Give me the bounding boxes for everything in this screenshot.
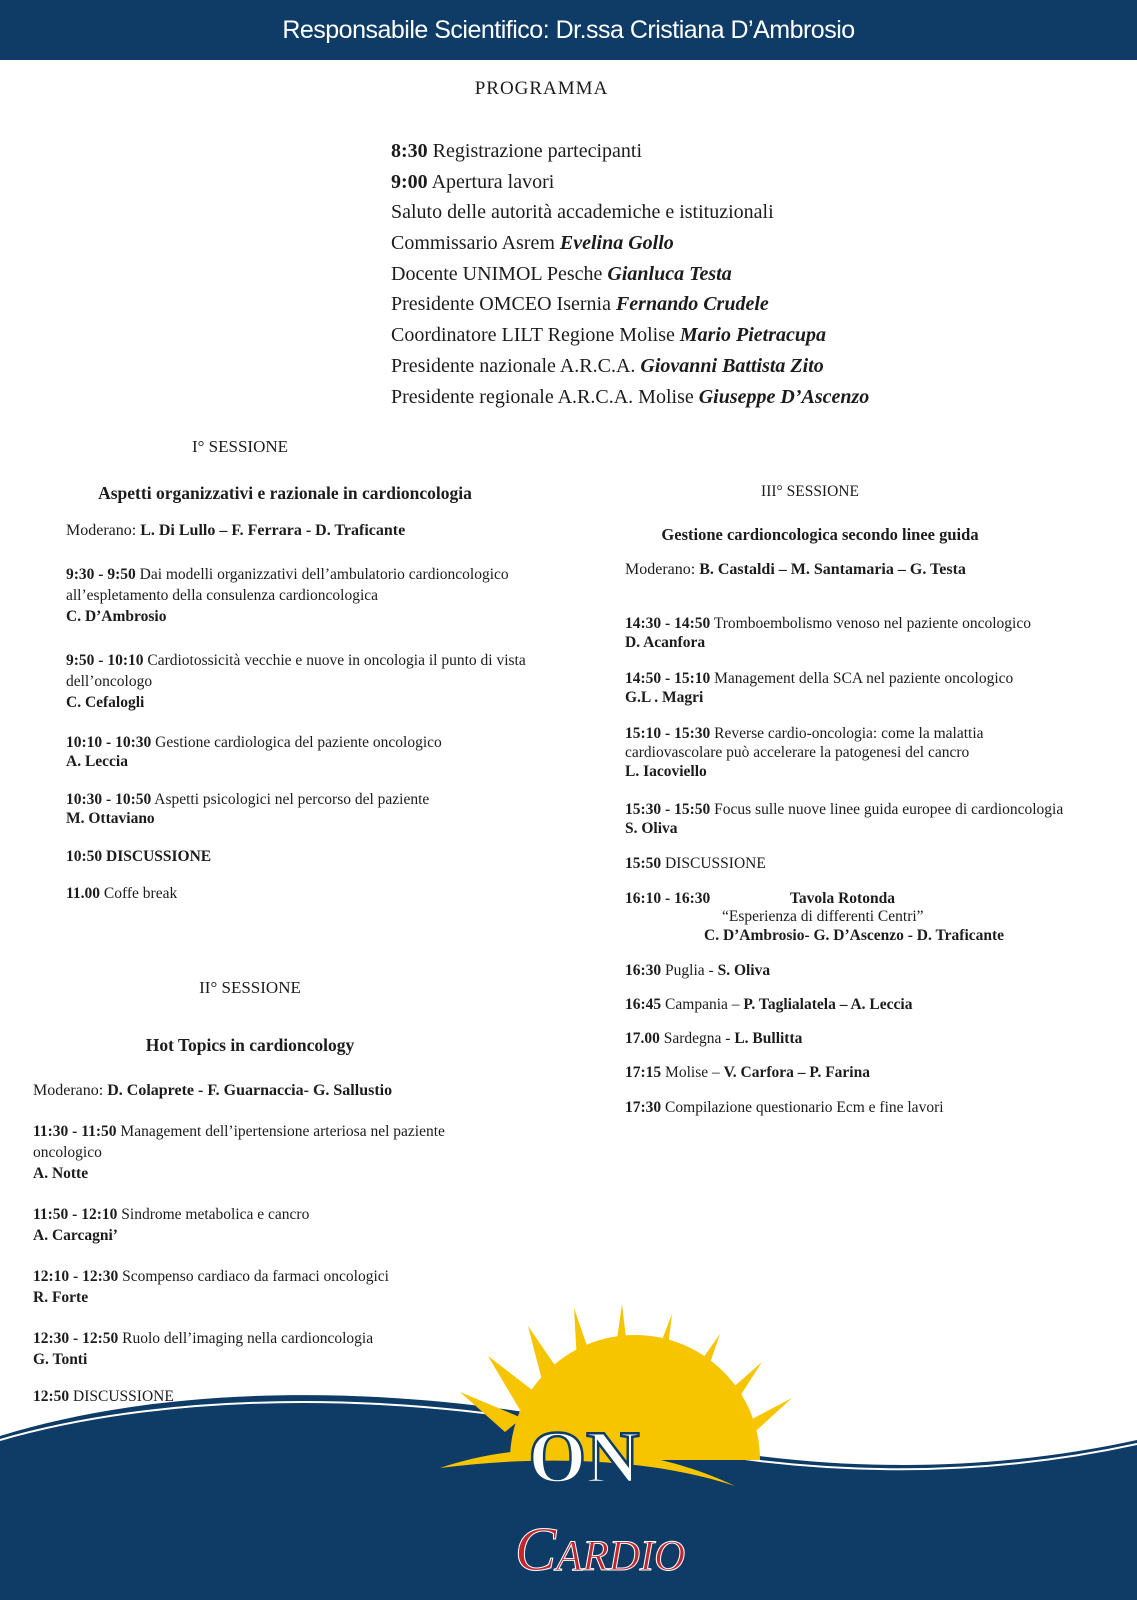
opening-line: 9:00 Apertura lavori [391, 170, 555, 193]
session2-item: 12:50 DISCUSSIONE [33, 1388, 174, 1405]
header-banner [0, 0, 1137, 60]
opening-line: Docente UNIMOL Pesche Gianluca Testa [391, 262, 732, 285]
opening-line: Presidente OMCEO Isernia Fernando Crudele [391, 293, 769, 316]
opening-line: Presidente nazionale A.R.C.A. Giovanni Battista Zito [391, 354, 824, 377]
opening-line: 8:30 Registrazione partecipanti [391, 140, 643, 162]
session1-item: 10:30 - 10:50 Aspetti psicologici nel percorso del paziente M. Ottaviano [66, 791, 430, 827]
session1-item: 9:50 - 10:10 Cardiotossicità vecchie e nuove in oncologia il punto di vista dell’oncologo C. Cefalogli [66, 652, 526, 711]
session3-moderators: Moderano: B. Castaldi – M. Santamaria – G. Testa [625, 561, 966, 578]
opening-line: Coordinatore LILT Regione Molise Mario Pietracupa [391, 324, 826, 347]
session3-item: 14:30 - 14:50 Tromboembolismo venoso nel paziente oncologico D. Acanfora [625, 615, 1031, 651]
session3-label: III° SESSIONE [761, 483, 859, 500]
region-item: 16:30 Puglia - S. Oliva [625, 962, 771, 979]
session3-item: 15:30 - 15:50 Focus sulle nuove linee guida europee di cardioncologia S. Oliva [625, 801, 1064, 837]
session3-item: 14:50 - 15:10 Management della SCA nel paziente oncologico G.L . Magri [625, 670, 1014, 706]
footer-logo-graphic [0, 1280, 1137, 1600]
tavola-names: C. D’Ambrosio- G. D’Ascenzo - D. Traficante [704, 927, 1005, 944]
opening-line: Saluto delle autorità accademiche e istituzionali [391, 201, 774, 224]
opening-line: Presidente regionale A.R.C.A. Molise Giuseppe D’Ascenzo [391, 385, 870, 408]
region-item: 17:15 Molise – V. Carfora – P. Farina [625, 1064, 870, 1081]
tavola-time: 16:10 - 16:30 [625, 890, 711, 907]
session2-label: II° SESSIONE [199, 978, 301, 997]
session3-item: 15:50 DISCUSSIONE [625, 855, 766, 872]
session1-item: 10:10 - 10:30 Gestione cardiologica del paziente oncologico A. Leccia [66, 734, 442, 770]
session1-title: Aspetti organizzativi e razionale in cardioncologia [98, 483, 472, 503]
session1-item: 10:50 DISCUSSIONE [66, 848, 212, 865]
session1-item: 9:30 - 9:50 Dai modelli organizzativi dell’ambulatorio cardioncologico all’espletamento della consulenza cardioncologica C. D’Ambrosio [66, 566, 509, 625]
session1-moderators: Moderano: L. Di Lullo – F. Ferrara - D. Traficante [66, 522, 406, 539]
session2-title: Hot Topics in cardioncology [145, 1035, 355, 1055]
session3-item: 15:10 - 15:30 Reverse cardio-oncologia: come la malattia cardiovascolare può accelerare la patogenesi del cancro L. Iacoviello [625, 725, 984, 780]
region-item: 17:30 Compilazione questionario Ecm e fine lavori [625, 1099, 944, 1116]
session2-item: 12:10 - 12:30 Scompenso cardiaco da farmaci oncologici R. Forte [33, 1268, 389, 1306]
programma-title: PROGRAMMA [474, 78, 609, 99]
header-title: Responsabile Scientifico: Dr.ssa Cristiana D’Ambrosio [282, 15, 855, 44]
session2-item: 12:30 - 12:50 Ruolo dell’imaging nella cardioncologia G. Tonti [33, 1330, 374, 1368]
opening-list [391, 136, 1111, 412]
logo-cardio: Cardio [514, 1516, 686, 1584]
session2-item: 11:30 - 11:50 Management dell’ipertensione arteriosa nel paziente oncologico A. Notte [33, 1123, 445, 1182]
session1-item: 11.00 Coffe break [66, 885, 178, 902]
region-item: 16:45 Campania – P. Taglialatela – A. Leccia [625, 996, 913, 1013]
opening-line: Commissario Asrem Evelina Gollo [391, 232, 674, 255]
region-item: 17.00 Sardegna - L. Bullitta [625, 1030, 803, 1047]
tavola-subtitle: “Esperienza di differenti Centri” [722, 908, 924, 925]
logo-on: ON [528, 1417, 640, 1499]
tavola-title: Tavola Rotonda [790, 890, 895, 907]
session1-label: I° SESSIONE [191, 437, 289, 456]
session2-item: 11:50 - 12:10 Sindrome metabolica e cancro A. Carcagni’ [33, 1206, 310, 1244]
session3-title: Gestione cardioncologica secondo linee guida [661, 525, 979, 544]
session2-moderators: Moderano: D. Colaprete - F. Guarnaccia- G. Sallustio [33, 1082, 393, 1099]
